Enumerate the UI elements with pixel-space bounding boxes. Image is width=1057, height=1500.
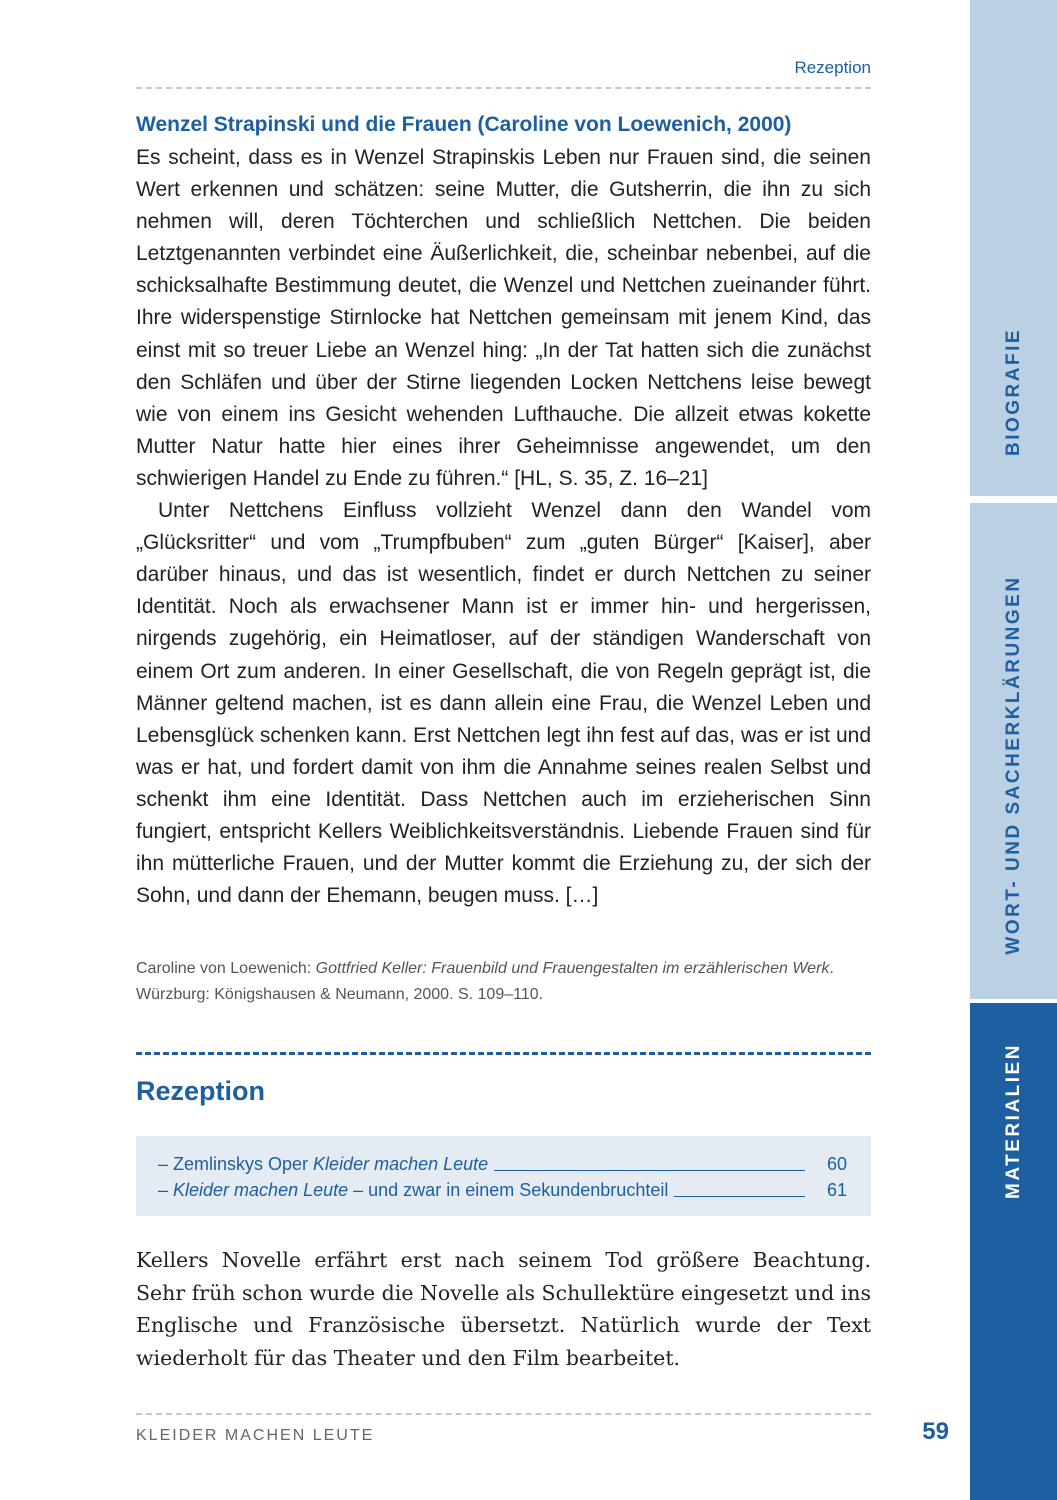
source-citation bbox=[136, 956, 871, 1008]
tab-biografie[interactable] bbox=[970, 0, 1057, 496]
toc-entry[interactable] bbox=[158, 1175, 847, 1201]
toc-leader-line bbox=[674, 1196, 805, 1197]
citation-author: Caroline von Loewenich: bbox=[136, 960, 316, 977]
section-tab-sidebar bbox=[970, 0, 1057, 1500]
article-body bbox=[136, 142, 871, 912]
footer-divider bbox=[136, 1413, 871, 1415]
toc-entry-italic: Kleider machen Leute bbox=[313, 1154, 489, 1174]
tab-label: BIOGRAFIE bbox=[1002, 327, 1024, 457]
tab-wort-und-sacherklaerungen[interactable] bbox=[970, 503, 1057, 999]
header-divider bbox=[136, 87, 871, 89]
toc-page-number: 60 bbox=[826, 1154, 847, 1174]
citation-publisher: . Würzburg: Königshausen & Neumann, 2000. S. 109–110. bbox=[136, 960, 834, 1003]
rezeption-intro: Kellers Novelle erfährt erst nach seinem Tod größere Beachtung. Sehr früh schon wurde die Novelle als Schullektüre eingesetzt und ins Englische und Französische übersetzt. Natürlich wurde der Text wiederholt für das Theater und den Film bearbeitet. bbox=[136, 1248, 871, 1370]
tab-materialien[interactable] bbox=[970, 1003, 1057, 1500]
footer-book-title: KLEIDER MACHEN LEUTE bbox=[136, 1427, 375, 1444]
section-divider bbox=[136, 1052, 871, 1055]
toc-page-number: 61 bbox=[826, 1180, 847, 1200]
running-header: Rezeption bbox=[794, 58, 871, 77]
toc-entry[interactable] bbox=[158, 1149, 847, 1175]
toc-entry-prefix: – bbox=[158, 1180, 174, 1200]
toc-entry-italic: Kleider machen Leute bbox=[173, 1180, 349, 1200]
article-paragraph-2: Unter Nettchens Einfluss vollzieht Wenzel dann den Wandel vom „Glücksritter“ und vom „Trumpfbuben“ zum „guten Bürger“ [Kaiser], aber darüber hinaus, und das ist wesentlich, findet er durch Nettchen zu seiner Identität. Noch als erwachsener Mann ist er immer hin- und hergerissen, nirgends zugehörig, ein Heimatloser, auf der ständigen Wanderschaft von einem Ort zum anderen. In einer Gesellschaft, die von Regeln geprägt ist, die Männer geltend machen, ist es dann allein eine Frau, die Wenzel Leben und Lebensglück schenken kann. Erst Nettchen legt ihn fest auf das, was er ist und was er hat, und fordert damit von ihm die Annahme seines realen Selbst und schenkt ihm eine Identität. Dass Nettchen auch im erzieherischen Sinn fungiert, entspricht Kellers Weiblichkeitsverständnis. Liebende Frauen sind für ihn mütterliche Frauen, und der Mutter kommt die Erziehung zu, der sich der Sohn, und dann der Ehemann, beugen muss. […] bbox=[136, 499, 871, 908]
toc-entry-title bbox=[158, 1154, 488, 1175]
article-paragraph-1: Es scheint, dass es in Wenzel Strapinskis Leben nur Frauen sind, die seinen Wert erkennen und schätzen: seine Mutter, die Gutsherrin, die ihn zu sich nehmen will, deren Töchterchen und schließlich Nettchen. Die beiden Letztgenannten verbindet eine Äußerlichkeit, die, scheinbar nebenbei, auf die schicksalhafte Bestimmung deutet, die Wenzel und Nettchen zueinander führt. Ihre widerspenstige Stirnlocke hat Nettchen gemeinsam mit jenem Kind, das einst mit so treuer Liebe an Wenzel hing: „In der Tat hatten sich die zunächst den Schläfen und über der Stirne liegenden Locken Nettchens leise bewegt wie von einem ins Gesicht wehenden Lufthauche. Die allzeit etwas kokette Mutter Natur hatte hier eines ihrer Geheimnisse angewendet, um den schwierigen Handel zu Ende zu führen.“ [HL, S. 35, Z. 16–21] bbox=[136, 146, 871, 490]
toc-entry-title bbox=[158, 1180, 668, 1201]
table-of-contents bbox=[136, 1136, 871, 1216]
rezeption-heading: Rezeption bbox=[136, 1076, 266, 1106]
tab-label: WORT- UND SACHERKLÄRUNGEN bbox=[1002, 575, 1024, 955]
page-number: 59 bbox=[922, 1418, 949, 1445]
article-title: Wenzel Strapinski und die Frauen (Caroline von Loewenich, 2000) bbox=[136, 113, 792, 136]
tab-label: MATERIALIEN bbox=[1002, 1043, 1024, 1199]
toc-entry-prefix: – Zemlinskys Oper bbox=[158, 1154, 314, 1174]
toc-leader-line bbox=[494, 1170, 805, 1171]
toc-entry-suffix: – und zwar in einem Sekundenbruchteil bbox=[348, 1180, 669, 1200]
citation-work: Gottfried Keller: Frauenbild und Frauengestalten im erzählerischen Werk bbox=[315, 960, 830, 977]
